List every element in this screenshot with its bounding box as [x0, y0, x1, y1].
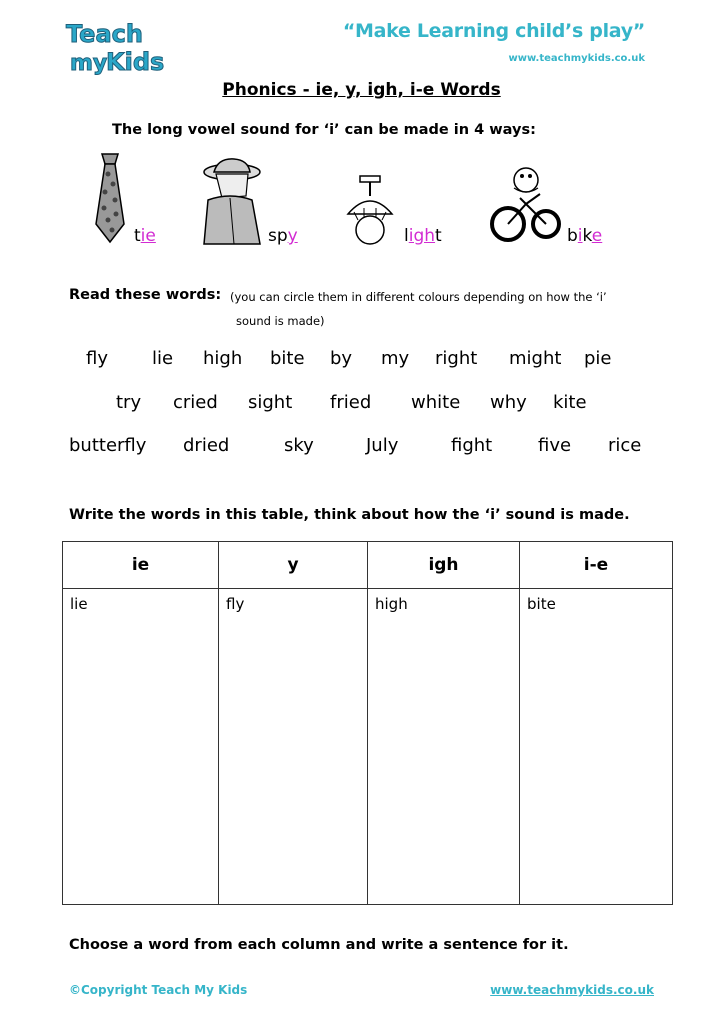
word-item: lie	[152, 348, 174, 369]
word-item: rice	[608, 435, 642, 456]
picture-word-tie: tie	[134, 226, 156, 246]
word-item: cried	[173, 392, 218, 413]
table-cell-y[interactable]: fly	[219, 589, 368, 905]
read-words-label: Read these words:	[69, 287, 222, 303]
word-item: butterfly	[69, 435, 147, 456]
svg-text:Kids: Kids	[106, 48, 165, 76]
table-cell-igh[interactable]: high	[368, 589, 520, 905]
read-words-note: (you can circle them in different colours depending on how the ‘i’	[230, 290, 607, 304]
tie-icon	[90, 152, 130, 248]
word-item: bite	[270, 348, 305, 369]
word-item: fly	[86, 348, 108, 369]
table-cell-ie[interactable]: lie	[63, 589, 219, 905]
read-words-note-cont: sound is made)	[236, 314, 325, 328]
column-header-igh: igh	[368, 542, 520, 589]
tagline: “Make Learning child’s play”	[342, 20, 645, 42]
write-words-label: Write the words in this table, think about how the ‘i’ sound is made.	[69, 507, 630, 523]
header-website[interactable]: www.teachmykids.co.uk	[508, 53, 645, 64]
word-item: July	[366, 435, 399, 456]
bike-icon	[490, 158, 562, 250]
picture-word-light: light	[404, 226, 442, 246]
copyright-text: ©Copyright Teach My Kids	[69, 983, 248, 997]
word-item: fried	[330, 392, 372, 413]
svg-text:my: my	[70, 51, 108, 76]
page-title: Phonics - ie, y, igh, i-e Words	[222, 80, 501, 100]
footer-website-link[interactable]: www.teachmykids.co.uk	[490, 983, 654, 997]
word-item: kite	[553, 392, 587, 413]
column-header-y: y	[219, 542, 368, 589]
word-item: white	[411, 392, 461, 413]
word-item: sight	[248, 392, 293, 413]
word-item: my	[381, 348, 410, 369]
word-item: sky	[284, 435, 314, 456]
word-item: try	[116, 392, 142, 413]
column-header-i-e: i-e	[520, 542, 673, 589]
table-header-row	[63, 542, 673, 589]
choose-word-label: Choose a word from each column and write a sentence for it.	[69, 937, 569, 953]
word-item: fight	[451, 435, 493, 456]
picture-word-bike: bike	[567, 226, 603, 246]
picture-word-spy: spy	[268, 226, 298, 246]
intro-text: The long vowel sound for ‘i’ can be made in 4 ways:	[112, 122, 536, 138]
svg-text:Teach: Teach	[66, 20, 143, 48]
column-header-ie: ie	[63, 542, 219, 589]
word-item: right	[435, 348, 478, 369]
table-row	[63, 589, 673, 905]
word-item: might	[509, 348, 562, 369]
word-item: why	[490, 392, 527, 413]
word-sort-table	[62, 541, 673, 905]
light-icon	[342, 174, 398, 252]
word-item: high	[203, 348, 243, 369]
word-item: pie	[584, 348, 612, 369]
word-item: by	[330, 348, 353, 369]
word-item: five	[538, 435, 572, 456]
table-cell-i-e[interactable]: bite	[520, 589, 673, 905]
word-item: dried	[183, 435, 230, 456]
spy-icon	[200, 156, 266, 250]
teach-my-kids-logo	[62, 18, 172, 76]
